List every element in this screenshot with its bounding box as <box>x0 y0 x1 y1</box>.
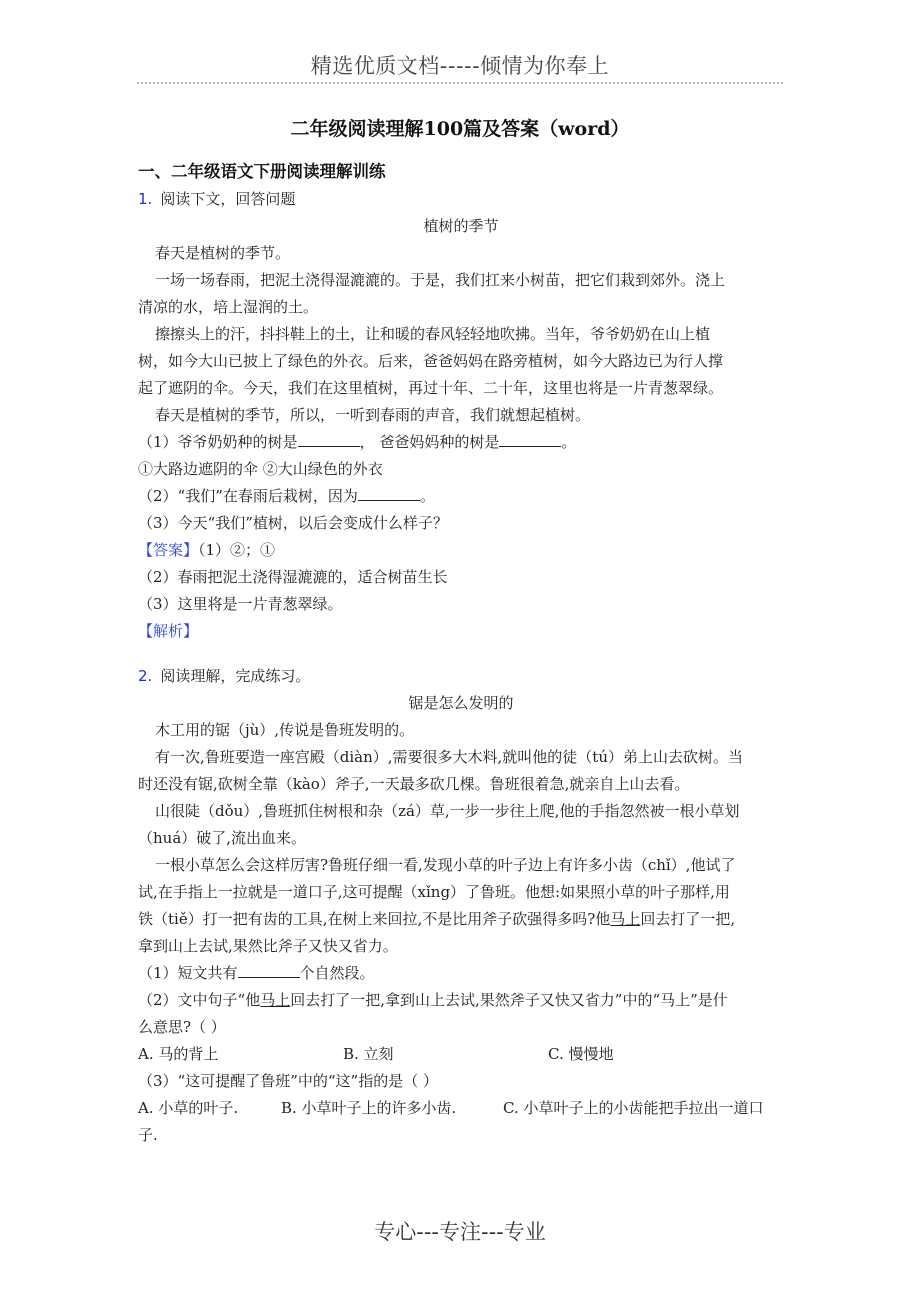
passage-line: （huá）破了,流出血来。 <box>138 829 307 847</box>
question-1-prompt <box>138 186 784 213</box>
option-c: C. 小草叶子上的小齿能把手拉出一道口 <box>503 1099 764 1117</box>
sub-question-3: （3）今天“我们”植树，以后会变成什么样子？ <box>138 514 448 532</box>
passage-line: 拿到山上去试,果然比斧子又快又省力。 <box>138 937 398 955</box>
passage-line: 山很陡（dǒu）,鲁班抓住树根和杂（zá）草,一步一步往上爬,他的手指忽然被一根小草划 <box>155 802 740 820</box>
passage-line: 时还没有锯,砍树全靠（kào）斧子,一天最多砍几棵。鲁班很着急,就亲自上山去看。 <box>138 775 690 793</box>
sub-question-text: （2）文中句子“他 <box>138 991 261 1009</box>
sub-question-text: （1）爷爷奶奶种的树是 <box>138 433 298 451</box>
option-c: C. 慢慢地 <box>548 1045 614 1063</box>
sub-question-1 <box>138 429 784 456</box>
page-header: 精选优质文档-----倾情为你奉上 <box>310 54 610 78</box>
passage-text: 铁（tiě）打一把有齿的工具,在树上来回拉,不是比用斧子砍强得多吗?他 <box>138 910 611 928</box>
section-heading: 一、二年级语文下册阅读理解训练 <box>138 162 386 181</box>
sub-question-2 <box>138 987 784 1014</box>
choice-options <box>138 1095 784 1122</box>
option-c-continuation: 子. <box>138 1126 158 1144</box>
passage-text: 回去打了一把, <box>640 910 736 928</box>
option-b: B. 立刻 <box>343 1045 394 1063</box>
passage-line: 擦擦头上的汗，抖抖鞋上的土，让和暖的春风轻轻地吹拂。当年，爷爷奶奶在山上植 <box>155 325 711 343</box>
sub-question-3: （3）“这可提醒了鲁班”中的“这”指的是（ ） <box>138 1072 438 1090</box>
prompt-text: 阅读下文，回答问题 <box>160 190 296 208</box>
option-b: B. 小草叶子上的许多小齿. <box>281 1099 457 1117</box>
answer-blank <box>358 486 420 501</box>
choice-options: ①大路边遮阴的伞 ②大山绿色的外衣 <box>138 460 383 478</box>
prompt-text: 阅读理解，完成练习。 <box>160 667 311 685</box>
answer-text: （1）②；① <box>198 541 276 559</box>
underlined-word: 马上 <box>610 910 641 928</box>
passage-line: 试,在手指上一拉就是一道口子,这可提醒（xǐng）了鲁班。他想:如果照小草的叶子那样,用 <box>138 883 730 901</box>
question-number: 2. <box>138 667 153 685</box>
passage-line: 树，如今大山已披上了绿色的外衣。后来，爸爸妈妈在路旁植树，如今大路边已为行人撑 <box>138 352 724 370</box>
option-a: A. 马的背上 <box>138 1045 219 1063</box>
passage-line: 一场一场春雨，把泥土浇得湿漉漉的。于是，我们扛来小树苗，把它们栽到郊外。浇上 <box>155 271 726 289</box>
document-body <box>138 158 784 1149</box>
sub-question-2-cont: 么意思?（ ） <box>138 1018 226 1036</box>
answer-label: 【答案】 <box>138 541 199 559</box>
analysis-label: 【解析】 <box>138 622 199 640</box>
sub-question-2 <box>138 483 784 510</box>
answer-blank <box>499 432 561 447</box>
passage-line: 一根小草怎么会这样厉害?鲁班仔细一看,发现小草的叶子边上有许多小齿（chǐ）,他试了 <box>155 856 736 874</box>
passage-line: 木工用的锯（jù）,传说是鲁班发明的。 <box>155 721 415 739</box>
sub-question-text: （2）“我们”在春雨后栽树，因为 <box>138 487 358 505</box>
answer-blank <box>298 432 360 447</box>
sub-question-1 <box>138 960 784 987</box>
passage-line: 春天是植树的季节，所以，一听到春雨的声音，我们就想起植树。 <box>155 406 591 424</box>
sub-question-text: 个自然段。 <box>299 964 375 982</box>
answer-line: （2）春雨把泥土浇得湿漉漉的，适合树苗生长 <box>138 568 448 586</box>
header-divider <box>137 82 783 84</box>
passage-line: 起了遮阴的伞。今天，我们在这里植树，再过十年、二十年，这里也将是一片青葱翠绿。 <box>138 379 724 397</box>
question-2-prompt <box>138 663 784 690</box>
passage-line: 有一次,鲁班要造一座宫殿（diàn）,需要很多大木料,就叫他的徒（tú）弟上山去砍树。当 <box>155 748 743 766</box>
passage-line: 春天是植树的季节。 <box>155 244 291 262</box>
sub-question-text: 回去打了一把,拿到山上去试,果然斧子又快又省力”中的“马上”是什 <box>290 991 728 1009</box>
answer-line <box>138 537 784 564</box>
underlined-word: 马上 <box>260 991 291 1009</box>
spacer <box>138 645 784 663</box>
passage-line <box>138 906 784 933</box>
sub-question-text: ， 爸爸妈妈种的树是 <box>359 433 500 451</box>
sub-question-text: （1）短文共有 <box>138 964 238 982</box>
passage-title: 锯是怎么发明的 <box>408 694 514 712</box>
page-footer: 专心---专注---专业 <box>374 1220 546 1244</box>
choice-options <box>138 1041 784 1068</box>
answer-line: （3）这里将是一片青葱翠绿。 <box>138 595 343 613</box>
passage-line: 清凉的水，培上湿润的土。 <box>138 298 319 316</box>
answer-blank <box>238 963 300 978</box>
sub-question-text: 。 <box>561 433 577 451</box>
option-a: A. 小草的叶子. <box>138 1099 239 1117</box>
passage-title: 植树的季节 <box>423 217 499 235</box>
sub-question-text: 。 <box>419 487 435 505</box>
question-number: 1. <box>138 190 153 208</box>
document-title: 二年级阅读理解100篇及答案（word） <box>290 118 630 140</box>
